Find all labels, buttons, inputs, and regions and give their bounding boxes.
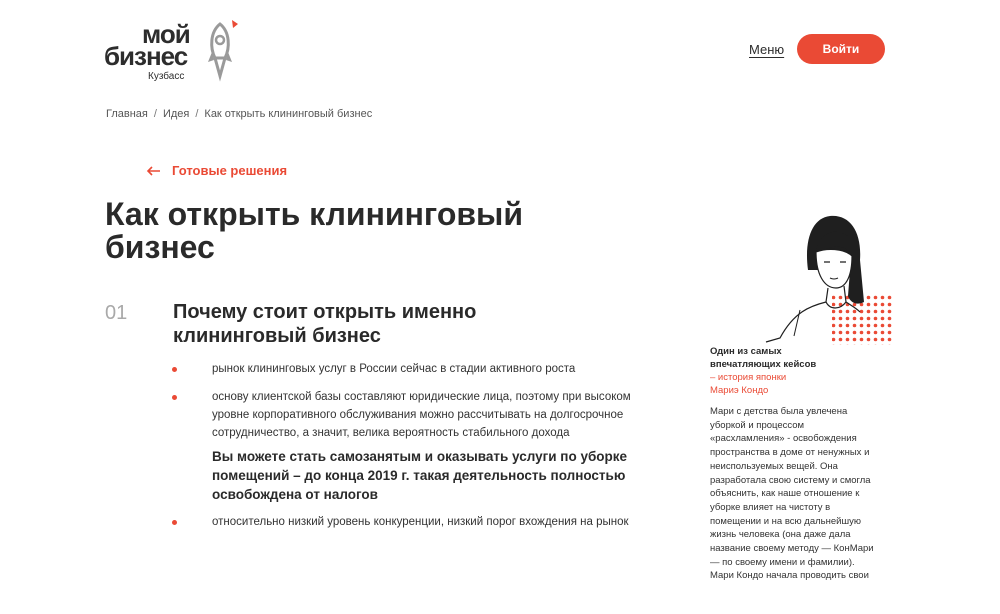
page-title: Как открыть клининговый бизнес <box>105 196 524 265</box>
list-item <box>172 360 575 378</box>
section-title: Почему стоит открыть именно клининговый бизнес <box>173 301 477 347</box>
section-number: 01 <box>105 302 128 324</box>
logo-region: Кузбасс <box>148 71 185 82</box>
bullet-dot-icon <box>172 520 177 525</box>
bullet-dot-icon <box>172 367 177 372</box>
caption-accent: – история японки <box>710 372 787 383</box>
sidebar-caption <box>710 345 860 397</box>
list-item <box>172 388 642 442</box>
breadcrumb-home[interactable]: Главная <box>106 108 148 120</box>
logo-text-biznes: бизнес <box>104 41 188 71</box>
breadcrumb-idea[interactable]: Идея <box>162 108 190 120</box>
list-item-text: рынок клининговых услуг в России сейчас в стадии активного роста <box>212 363 576 375</box>
rocket-icon <box>206 18 240 82</box>
breadcrumb <box>106 108 372 120</box>
woman-portrait-icon <box>760 210 895 345</box>
breadcrumb-separator: / <box>153 108 157 120</box>
arrow-left-icon <box>146 166 162 176</box>
list-item-text: относительно низкий уровень конкуренции, низкий порог вхождения на рынок <box>212 516 629 528</box>
back-link-label: Готовые решения <box>172 163 288 178</box>
breadcrumb-current: Как открыть клининговый бизнес <box>204 108 373 120</box>
highlight-callout: Вы можете стать самозанятым и оказывать услуги по уборке помещений – до конца 2019 г. такая деятельность полностью освобождена от налогов <box>212 449 628 502</box>
breadcrumb-separator: / <box>195 108 199 120</box>
list-item <box>172 513 629 531</box>
caption-accent: Мариэ Кондо <box>710 385 769 396</box>
back-link[interactable] <box>146 163 287 178</box>
login-button[interactable]: Войти <box>797 34 885 64</box>
logo-text-moi: мой <box>142 19 190 49</box>
sidebar-story-text: Мари с детства была увлечена уборкой и процессом «расхламления» - освобождения пространства в доме от ненужных и неиспользуемых вещей. Она разработала свою систему и смогла объяснить, как наше отношение к уборке влияет на чистоту в помещении и на всю дальнейшую жизнь человека (она даже дала название своему методу — КонМари — по своему имени и фамилии). Мари Кондо начала проводить свои <box>710 406 874 582</box>
menu-link[interactable]: Меню <box>749 42 785 57</box>
bullet-dot-icon <box>172 395 177 400</box>
logo[interactable] <box>104 18 244 84</box>
list-item-text: основу клиентской базы составляют юридические лица, поэтому при высоком уровне корпоративного обслуживания можно рассчитывать на долгосрочное сотрудничество, а значит, велика вероятность стабильного дохода <box>212 391 631 439</box>
caption-line: Один из самых <box>710 346 782 357</box>
caption-line: впечатляющих кейсов <box>710 359 817 370</box>
